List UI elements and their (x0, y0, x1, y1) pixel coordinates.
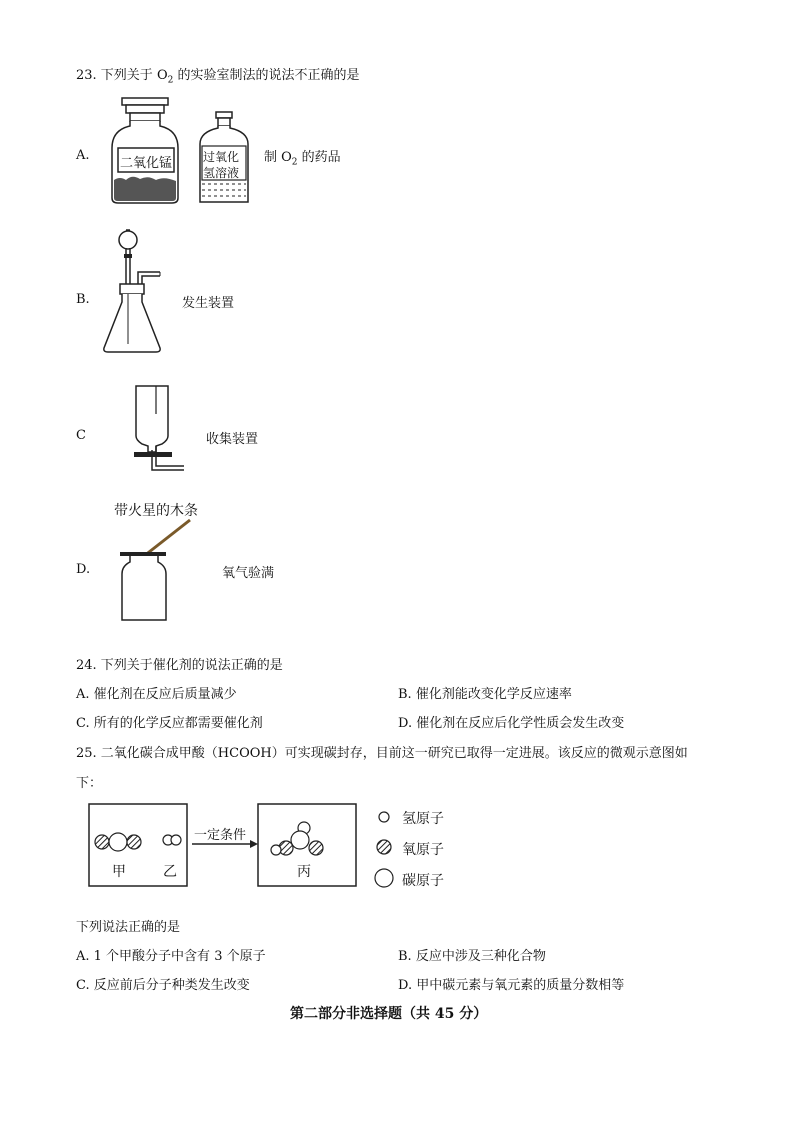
q25-stem-line1: 25. 二氧化碳合成甲酸（HCOOH）可实现碳封存，目前这一研究已取得一定进展。该反应的微观示意图如 (76, 746, 688, 761)
legend-hydrogen: 氢原子 (402, 811, 444, 827)
oxygen-full-test-apparatus (116, 514, 216, 624)
q24-option-b[interactable]: B. 催化剂能改变化学反应速率 (398, 687, 572, 702)
q24-option-c[interactable]: C. 所有的化学反应都需要催化剂 (76, 716, 263, 731)
legend-carbon: 碳原子 (402, 873, 444, 889)
label-yi: 乙 (163, 864, 177, 880)
q25-option-b[interactable]: B. 反应中涉及三种化合物 (398, 949, 546, 964)
q23-option-c-letter: C (76, 428, 86, 443)
hydrogen-peroxide-label-line2: 氢溶液 (203, 166, 240, 180)
q25-option-a[interactable]: A. 1 个甲酸分子中含有 3 个原子 (76, 949, 266, 964)
q25-stem-line2: 下： (76, 776, 103, 791)
q24-option-d[interactable]: D. 催化剂在反应后化学性质会发生改变 (398, 716, 625, 731)
q23-stem-part1: 23. 下列关于 O (76, 68, 168, 83)
caption-a-part1: 制 O (264, 150, 292, 165)
oxygen-atom-icon (377, 840, 391, 854)
q24-stem: 24. 下列关于催化剂的说法正确的是 (76, 658, 283, 673)
manganese-dioxide-label: 二氧化锰 (120, 156, 173, 171)
q23-option-c-caption: 收集装置 (206, 432, 259, 447)
q24-option-a[interactable]: A. 催化剂在反应后质量减少 (76, 687, 237, 702)
caption-a-part2: 的药品 (297, 150, 341, 165)
q25-option-c[interactable]: C. 反应前后分子种类发生改变 (76, 978, 250, 993)
arrow-condition-label: 一定条件 (194, 828, 247, 843)
label-bing: 丙 (297, 864, 311, 880)
caption-a-sub: 2 (291, 157, 298, 168)
q23-option-d-caption: 氧气验满 (222, 566, 275, 581)
q23-option-a-letter: A. (76, 148, 90, 163)
collection-apparatus (128, 384, 198, 474)
part2-title: 第二部分非选择题（共 45 分） (290, 1006, 488, 1022)
q23-option-b-caption: 发生装置 (182, 296, 235, 311)
q23-stem (76, 64, 359, 86)
q25-option-d[interactable]: D. 甲中碳元素与氧元素的质量分数相等 (398, 978, 625, 993)
glowing-splint-label: 带火星的木条 (114, 503, 198, 519)
q23-stem-part2: 的实验室制法的说法不正确的是 (173, 68, 360, 83)
generation-apparatus (100, 226, 170, 356)
manganese-dioxide-bottle (108, 96, 188, 206)
hydrogen-atom-icon (379, 812, 389, 822)
legend-oxygen: 氧原子 (402, 842, 444, 858)
q25-question: 下列说法正确的是 (76, 920, 181, 935)
carbon-atom-icon (375, 869, 393, 887)
q23-option-d-letter: D. (76, 562, 91, 577)
q23-option-a-caption (264, 146, 341, 168)
q23-option-b-letter: B. (76, 292, 90, 307)
q23-stem-sub: 2 (167, 75, 174, 86)
hydrogen-peroxide-label-line1: 过氧化 (203, 150, 240, 164)
label-jia: 甲 (112, 864, 126, 880)
